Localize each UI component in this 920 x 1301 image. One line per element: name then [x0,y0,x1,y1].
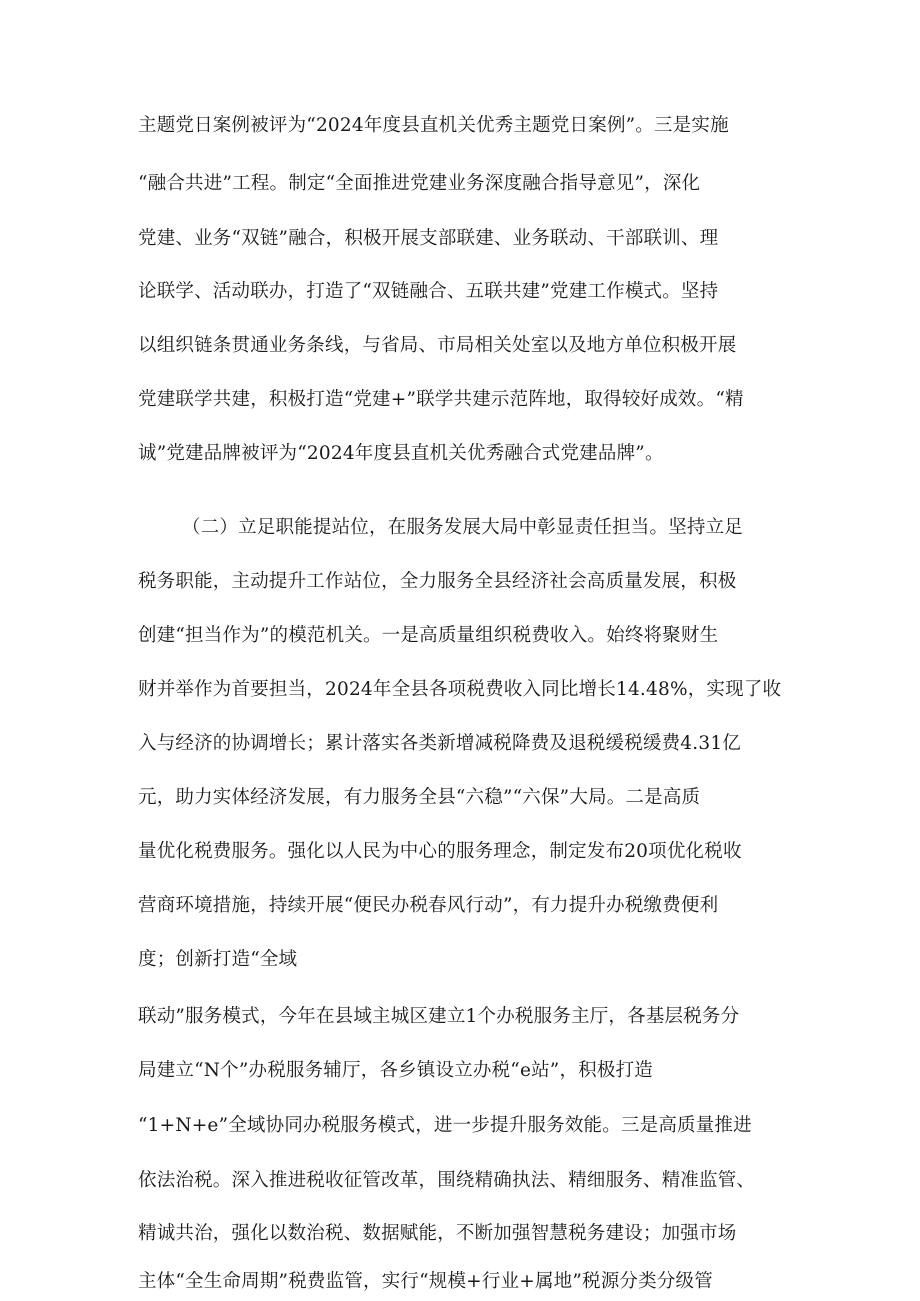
text-line: 诚”党建品牌被评为“2024年度县直机关优秀融合式党建品牌”。 [138,443,664,464]
text-line: “1+N+e”全域协同办税服务模式，进一步提升服务效能。三是高质量推进 [138,1115,752,1136]
text-line: 主题党日案例被评为“2024年度县直机关优秀主题党日案例”。三是实施 [138,115,729,136]
text-line: 精诚共治，强化以数治税、数据赋能，不断加强智慧税务建设；加强市场 [138,1223,737,1244]
text-line: 财并举作为首要担当，2024年全县各项税费收入同比增长14.48%，实现了收 [138,679,782,700]
text-line: 度；创新打造“全域 [138,949,298,970]
text-line: 入与经济的协调增长；累计落实各类新增减税降费及退税缓税缓费4.31亿 [138,733,741,754]
text-line: 联动”服务模式，今年在县域主城区建立1个办税服务主厅，各基层税务分 [138,1006,740,1027]
text-line: 论联学、活动联办，打造了“双链融合、五联共建”党建工作模式。坚持 [138,281,719,302]
text-line: 局建立“N个”办税服务辅厅，各乡镇设立办税“e站”，积极打造 [138,1060,653,1081]
text-line: 主体“全生命周期”税费监管，实行“规模+行业+属地”税源分类分级管 [138,1271,713,1292]
text-line: 党建联学共建，积极打造“党建+”联学共建示范阵地，取得较好成效。“精 [138,389,744,410]
text-line: 营商环境措施，持续开展“便民办税春风行动”，有力提升办税缴费便利 [138,895,719,916]
text-line: 依法治税。深入推进税收征管改革，围绕精确执法、精细服务、精准监管、 [138,1170,756,1191]
text-line: “融合共进”工程。制定“全面推进党建业务深度融合指导意见”，深化 [138,173,701,194]
text-line: 元，助力实体经济发展，有力服务全县“六稳”“六保”大局。二是高质 [138,787,701,808]
text-line: 以组织链条贯通业务条线，与省局、市局相关处室以及地方单位积极开展 [138,335,737,356]
section-heading: （二）立足职能提站位，在服务发展大局中彰显责任担当。坚持立足 [182,517,744,538]
text-line: 税务职能，主动提升工作站位，全力服务全县经济社会高质量发展，积极 [138,571,737,592]
text-line: 量优化税费服务。强化以人民为中心的服务理念，制定发布20项优化税收 [138,841,742,862]
text-line: 党建、业务“双链”融合，积极开展支部联建、业务联动、干部联训、理 [138,228,719,249]
text-line: 创建“担当作为”的模范机关。一是高质量组织税费收入。始终将聚财生 [138,625,719,646]
